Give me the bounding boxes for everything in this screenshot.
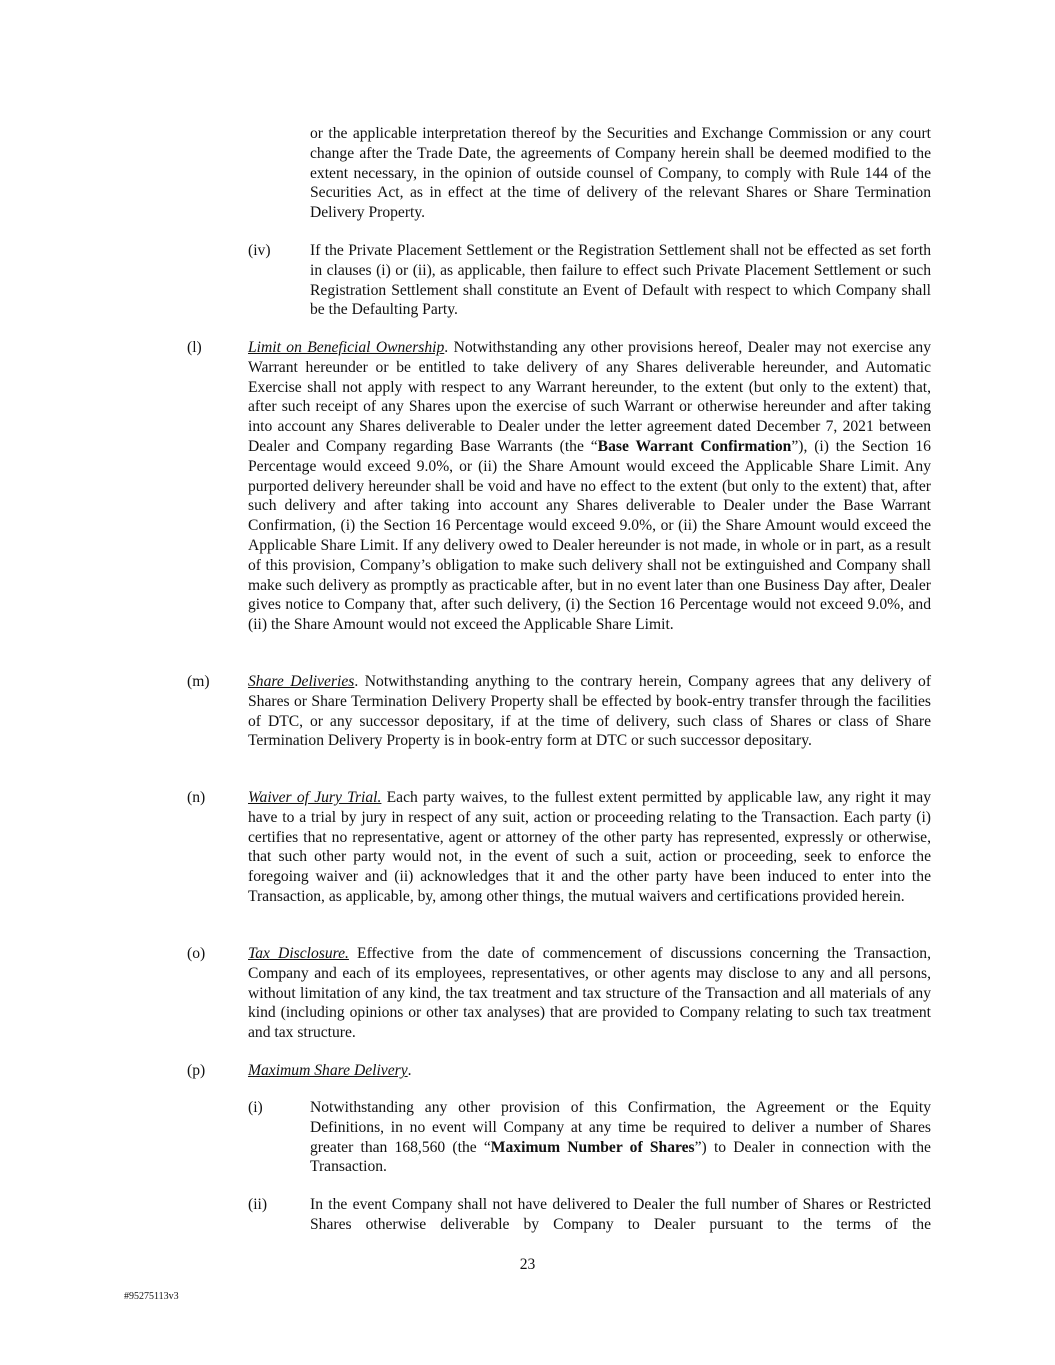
section-n-text	[248, 788, 931, 907]
clause-p-i-label: (i)	[248, 1099, 263, 1116]
clause-p-ii-label: (ii)	[248, 1196, 268, 1213]
section-o-title: Tax Disclosure.	[248, 945, 349, 962]
section-l-body-b: ”), (i) the Section 16 Percentage would exceed 9.0%, or (ii) the Share Amount would exceed the Applicable Share Limit. Any purported delivery hereunder shall be void and have no effect to the extent (but only to the extent) that, after such delivery and after taking into account any Shares deliverable to Dealer under the Base Warrant Confirmation, (i) the Section 16 Percentage would exceed 9.0%, or (ii) the Share Amount would exceed the Applicable Share Limit. If any delivery owed to Dealer hereunder is not made, in whole or in part, as a result of this provision, Company’s obligation to make such delivery shall not be extinguished and Company shall make such delivery as promptly as practicable after, but in no event later than one Business Day after, Dealer gives notice to Company that, after such delivery, (i) the Section 16 Percentage would not exceed 9.0%, and (ii) the Share Amount would not exceed the Applicable Share Limit.	[248, 437, 931, 634]
section-n-label: (n)	[187, 789, 206, 806]
section-l-body-a: . Notwithstanding any other provisions hereof, Dealer may not exercise any Warrant hereunder or be entitled to take delivery of any Shares deliverable hereunder, and Automatic Exercise shall not apply with respect to any Warrant hereunder, to the extent (but only to the extent) that, after such receipt of any Shares upon the exercise of such Warrant or otherwise hereunder and after taking into account any Shares deliverable to Dealer under the letter agreement dated December 7, 2021 between Dealer and Company regarding Base Warrants (the “	[248, 339, 931, 455]
section-n-title: Waiver of Jury Trial.	[248, 789, 382, 806]
clause-iv-text: If the Private Placement Settlement or the Registration Settlement shall not be effected as set forth in clauses (i) or (ii), as applicable, then failure to effect such Private Placement Settlement or such Registration Settlement shall constitute an Event of Default with respect to which Company shall be the Defaulting Party.	[310, 242, 931, 319]
section-p-tail: .	[407, 1062, 412, 1079]
section-m-title: Share Deliveries	[248, 673, 355, 690]
section-p-title: Maximum Share Delivery	[248, 1062, 408, 1079]
section-m-label: (m)	[187, 673, 210, 690]
section-p-label: (p)	[187, 1062, 206, 1079]
section-o-body: Effective from the date of commencement of discussions concerning the Transaction, Company and each of its employees, representatives, or other agents may disclose to any and all persons, without limitation of any kind, the tax treatment and tax structure of the Transaction and all materials of any kind (including opinions or other tax analyses) that are provided to Company relating to such tax treatment and tax structure.	[248, 945, 931, 1042]
clause-iv-label: (iv)	[248, 242, 271, 259]
section-n-body: Each party waives, to the fullest extent permitted by applicable law, any right it may have to a trial by jury in respect of any suit, action or proceeding relating to the Transaction. Each party (i) certifies that no representative, agent or attorney of the other party has represented, expressly or otherwise, that such other party would not, in the event of such a suit, action or proceeding, seek to enforce the foregoing waiver and (ii) acknowledges that it and the other party have been induced to enter into the Transaction, as applicable, by, among other things, the mutual waivers and certifications provided herein.	[248, 789, 931, 905]
section-l-title: Limit on Beneficial Ownership	[248, 339, 445, 356]
clause-p-i-body-b: ”) to Dealer in connection with the Transaction.	[310, 1138, 931, 1176]
page-number: 23	[519, 1256, 536, 1273]
clause-iii-continuation: or the applicable interpretation thereof by the Securities and Exchange Commission or any court change after the Trade Date, the agreements of Company herein shall be deemed modified to the extent necessary, in the opinion of outside counsel of Company, to comply with Rule 144 of the Securities Act, as in effect at the time of delivery of the relevant Shares or Share Termination Delivery Property.	[310, 125, 931, 222]
section-m-body: . Notwithstanding anything to the contrary herein, Company agrees that any delivery of Shares or Share Termination Delivery Property shall be effected by book-entry transfer through the facilities of DTC, or any successor depositary, if at the time of delivery, such class of Shares or class of Share Termination Delivery Property is in book-entry form at DTC or such successor depositary.	[248, 673, 932, 750]
section-o-label: (o)	[187, 945, 206, 962]
clause-p-i-defined-term: Maximum Number of Shares	[490, 1138, 695, 1156]
section-p-heading	[248, 1061, 931, 1081]
section-l-label: (l)	[187, 339, 202, 356]
section-l-defined-term: Base Warrant Confirmation	[597, 437, 792, 455]
clause-p-i-body-a: Notwithstanding any other provision of this Confirmation, the Agreement or the Equity Definitions, in no event will Company at any time be required to deliver a number of Shares greater than 168,560 (the “	[310, 1099, 931, 1156]
clause-p-ii-text: In the event Company shall not have delivered to Dealer the full number of Shares or Restricted Shares otherwise deliverable by Company to Dealer pursuant to the terms of the	[310, 1196, 931, 1233]
section-m-text	[248, 672, 931, 751]
document-id: #95275113v3	[124, 1291, 179, 1302]
section-l-text	[248, 338, 931, 635]
clause-p-i-text	[310, 1098, 931, 1177]
section-o-text	[248, 944, 931, 1043]
